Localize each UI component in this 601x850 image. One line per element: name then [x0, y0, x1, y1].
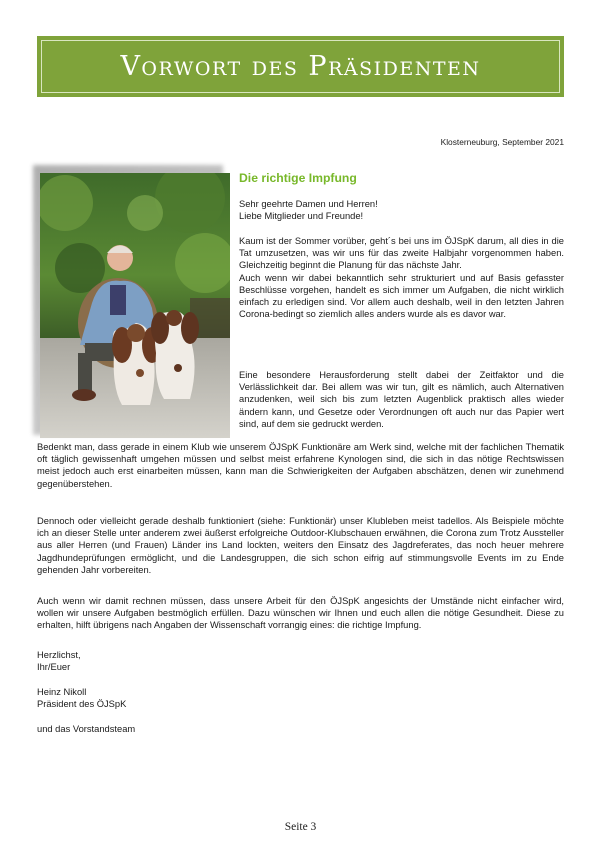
- header-banner: [37, 36, 564, 97]
- paragraph-text: Auch wenn wir damit rechnen müssen, dass unsere Arbeit für den ÖJSpK angesichts der Umstände nicht einfacher wird, wollen wir unsere Aufgaben bestmöglich erfüllen. Dazu wünschen wir Ihnen und euch allen die nötige Gesundheit. Diese zu erhalten, hilft übrigens nach Angaben der Wissenschaft vorrangig eines: die richtige Impfung.: [37, 596, 564, 631]
- closing-line: Ihr/Euer: [37, 662, 71, 673]
- paragraph-text: Auch wenn wir dabei bekanntlich sehr strukturiert und auf Basis gefasster Beschlüsse vorgehen, handelt es sich immer um Aufgaben, die nicht wirklich einfach zu erledigen sind. Vor allem auch deshalb, weil in den letzten Jahren Corona-bedingt so ziemlich alles anders wurde als es davor war.: [239, 272, 564, 320]
- paragraph-4: [37, 441, 564, 490]
- salutation-line: Sehr geehrte Damen und Herren!: [239, 199, 378, 209]
- paragraph-text: Bedenkt man, dass gerade in einem Klub wie unserem ÖJSpK Funktionäre am Werk sind, welche mit der fachlichen Thematik oft täglich gewissenhaft umgehen müssen und selbst meist erfahrene Kynologen sind, die sich in das nötige Rechtswissen meist jedoch auch erst einarbeiten müssen, kann man die Schwierigkeiten der Aufgaben abschätzen, denen wir zunehmend gegenüberstehen.: [37, 442, 564, 489]
- paragraph-text: Eine besondere Herausforderung stellt dabei der Zeitfaktor und die Verlässlichkeit dar. Bei allem was wir tun, gilt es nämlich, auch Alternativen anzudenken, weil sich bis zum letzten Augenblick praktisch alles wieder ändern kann, und Gesetze oder Verordnungen oft auch nur das Papier wert sind, auf dem sie gedruckt werden.: [239, 370, 564, 429]
- signature-title: Präsident des ÖJSpK: [37, 699, 127, 710]
- page-title: Vorwort des Präsidenten: [120, 51, 481, 82]
- dateline: Klosterneuburg, September 2021: [440, 137, 564, 147]
- signature-name: Heinz Nikoll: [37, 687, 87, 697]
- paragraph-5: [37, 515, 564, 576]
- signature: [37, 686, 126, 710]
- paragraph-text: Kaum ist der Sommer vorüber, geht´s bei uns im ÖJSpK darum, all dies in die Tat umzusetzen, was wir uns für das zweite Halbjahr vorgenommen haben. Gleichzeitig beginnt die Planung für das nächste Jahr.: [239, 236, 564, 271]
- page-number: Seite 3: [284, 821, 317, 833]
- closing-line: Herzlichst,: [37, 650, 81, 660]
- section-heading: Die richtige Impfung: [239, 171, 357, 185]
- salutation-line: Liebe Mitglieder und Freunde!: [239, 211, 364, 222]
- president-photo: [40, 173, 230, 438]
- salutation: [239, 198, 564, 222]
- team-signoff: [37, 723, 135, 735]
- team-text: und das Vorstandsteam: [37, 724, 136, 734]
- header-inner-border: [41, 40, 560, 93]
- closing: [37, 649, 81, 673]
- paragraph-text: Dennoch oder vielleicht gerade deshalb funktioniert (siehe: Funktionär) unser Klubleben meist tadellos. Als Beispiele möchte ich an dieser Stelle unter anderem zwei äußerst erfolgreiche Outdoor-Klubschauen erwähnen, die Corona zum Trotz Aussteller aus aller Herren (und Frauen) Länder ins Land lockten, weiters den Einsatz des Jagdreferates, das noch heuer mehrere Jagdhundeprüfungen ermöglicht, und die Landesgruppen, die sich schon eifrig auf stimmungsvolle Events im zu Ende gehenden Jahr vorbereiten.: [37, 516, 564, 575]
- president-photo-frame: [33, 165, 231, 438]
- paragraph-6: [37, 595, 564, 632]
- paragraph-1: [239, 235, 564, 320]
- paragraph-3: [239, 369, 564, 430]
